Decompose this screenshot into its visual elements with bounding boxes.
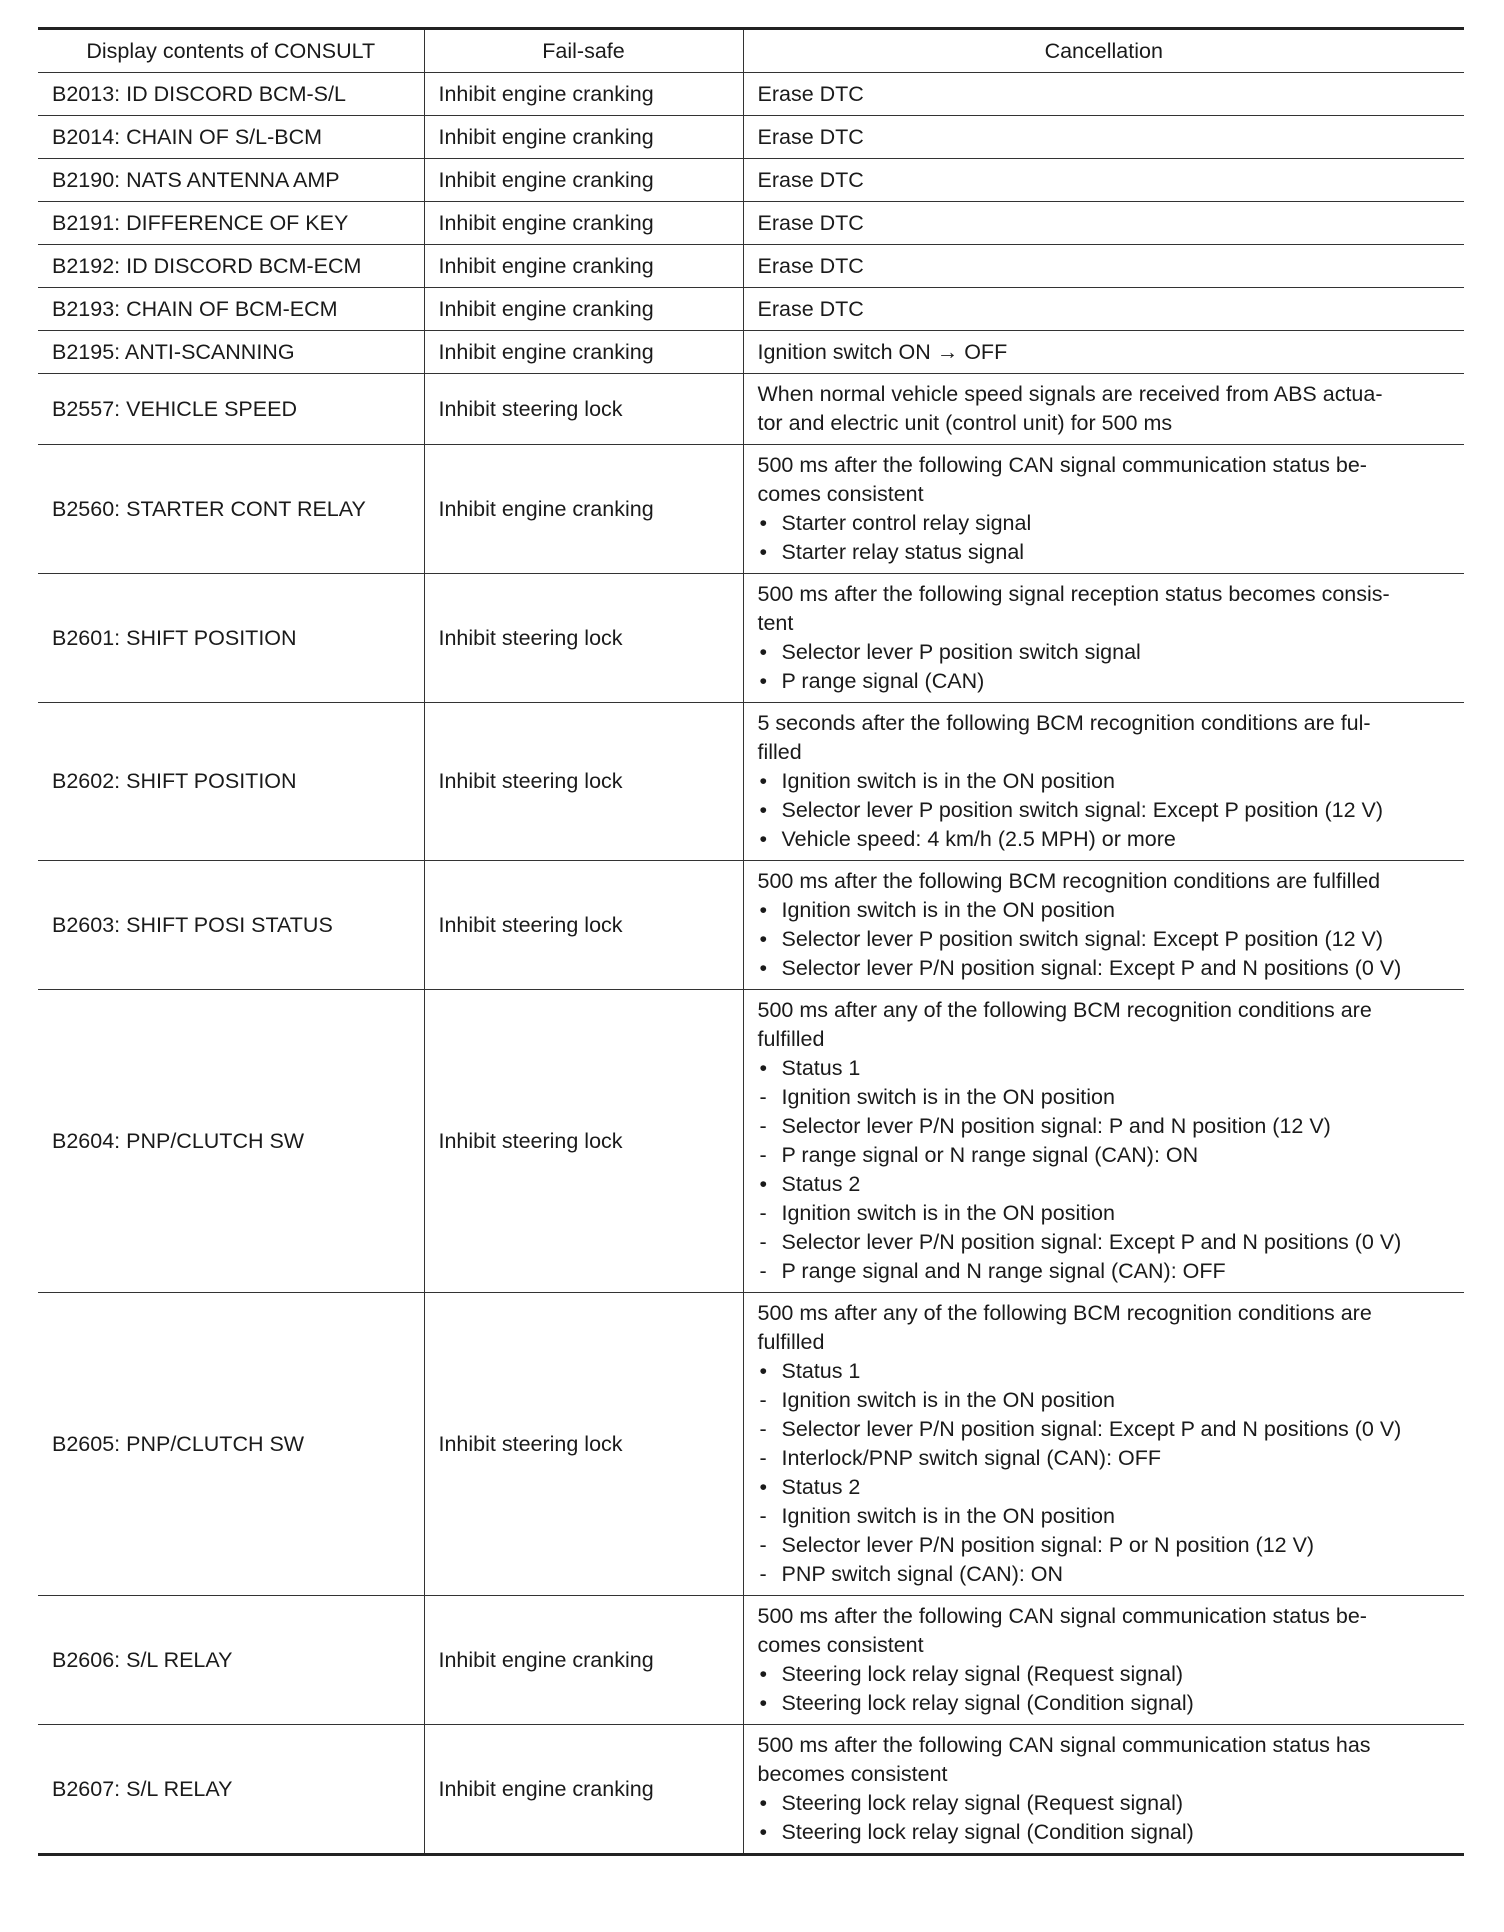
dash-icon: -	[759, 1114, 767, 1138]
item-text: Selector lever P/N position signal: Except P and N positions (0 V)	[781, 1417, 1402, 1441]
fail-safe-cell: Inhibit steering lock	[424, 1293, 743, 1596]
item-text: P range signal or N range signal (CAN): ON	[781, 1143, 1199, 1167]
bullet-icon: •	[759, 798, 768, 822]
table-row	[38, 445, 1464, 574]
bullet-item	[758, 638, 1451, 667]
dash-item	[758, 1257, 1451, 1286]
item-text: PNP switch signal (CAN): ON	[781, 1562, 1064, 1586]
cancellation-cell	[743, 159, 1464, 202]
table-row	[38, 159, 1464, 202]
cancellation-cell	[743, 374, 1464, 445]
bullet-icon: •	[759, 1791, 768, 1815]
item-text: Starter relay status signal	[781, 540, 1025, 564]
table-row	[38, 574, 1464, 703]
display-contents-cell: B2560: STARTER CONT RELAY	[38, 445, 424, 574]
header-fail-safe: Fail-safe	[424, 29, 743, 73]
cancellation-text: tent	[757, 611, 794, 635]
table-body	[38, 73, 1464, 1855]
dash-icon: -	[759, 1201, 767, 1225]
item-text: Steering lock relay signal (Condition signal)	[781, 1820, 1194, 1844]
bullet-icon: •	[759, 1359, 768, 1383]
fail-safe-cell: Inhibit engine cranking	[424, 288, 743, 331]
display-contents-cell: B2195: ANTI-SCANNING	[38, 331, 424, 374]
display-contents-cell: B2602: SHIFT POSITION	[38, 703, 424, 861]
dash-item	[758, 1112, 1451, 1141]
cancellation-cell	[743, 990, 1464, 1293]
fail-safe-cell: Inhibit steering lock	[424, 990, 743, 1293]
cancellation-text: tor and electric unit (control unit) for 500 ms	[757, 411, 1173, 435]
item-text: Ignition switch is in the ON position	[781, 898, 1115, 922]
display-contents-cell: B2190: NATS ANTENNA AMP	[38, 159, 424, 202]
cancellation-cell	[743, 1293, 1464, 1596]
bullet-item	[758, 1473, 1451, 1502]
dash-icon: -	[759, 1259, 767, 1283]
table-row	[38, 990, 1464, 1293]
cancellation-text: becomes consistent	[757, 1762, 948, 1786]
cancellation-cell	[743, 116, 1464, 159]
bullet-item	[758, 767, 1451, 796]
bullet-item	[758, 1357, 1451, 1386]
table-row	[38, 1725, 1464, 1855]
fail-safe-cell: Inhibit steering lock	[424, 374, 743, 445]
table-row	[38, 73, 1464, 116]
cancellation-cell	[743, 861, 1464, 990]
cancellation-text: Erase DTC	[757, 210, 864, 235]
cancellation-text: fulfilled	[757, 1027, 825, 1051]
cancellation-text: 500 ms after the following CAN signal communication status has	[757, 1733, 1371, 1757]
bullet-icon: •	[759, 511, 768, 535]
cancellation-text: Erase DTC	[757, 81, 864, 106]
cancellation-cell	[743, 1725, 1464, 1855]
bullet-item	[758, 1170, 1451, 1199]
item-text: Status 1	[781, 1056, 861, 1080]
item-text: Selector lever P/N position signal: Except P and N positions (0 V)	[781, 1230, 1402, 1254]
cancellation-text: comes consistent	[757, 482, 924, 506]
bullet-icon: •	[759, 898, 768, 922]
item-text: Selector lever P position switch signal	[781, 640, 1141, 664]
bullet-icon: •	[759, 1820, 768, 1844]
fail-safe-cell: Inhibit steering lock	[424, 703, 743, 861]
bullet-item	[758, 538, 1451, 567]
dash-item	[758, 1444, 1451, 1473]
fail-safe-cell: Inhibit engine cranking	[424, 1596, 743, 1725]
bullet-icon: •	[759, 640, 768, 664]
display-contents-cell: B2191: DIFFERENCE OF KEY	[38, 202, 424, 245]
fail-safe-table	[38, 27, 1464, 1856]
cancellation-cell	[743, 703, 1464, 861]
item-text: P range signal (CAN)	[781, 669, 985, 693]
display-contents-cell: B2013: ID DISCORD BCM-S/L	[38, 73, 424, 116]
table-header	[38, 29, 1464, 73]
item-text: Ignition switch is in the ON position	[781, 1388, 1115, 1412]
table-row	[38, 1293, 1464, 1596]
bullet-item	[758, 1660, 1451, 1689]
cancellation-cell	[743, 202, 1464, 245]
dash-item	[758, 1386, 1451, 1415]
item-text: Status 2	[781, 1172, 861, 1196]
header-display-contents: Display contents of CONSULT	[38, 29, 424, 73]
bullet-item	[758, 1054, 1451, 1083]
dash-item	[758, 1531, 1451, 1560]
dash-item	[758, 1415, 1451, 1444]
cancellation-text: Erase DTC	[757, 124, 864, 149]
display-contents-cell: B2601: SHIFT POSITION	[38, 574, 424, 703]
item-text: Steering lock relay signal (Request signal)	[781, 1662, 1184, 1686]
fail-safe-cell: Inhibit engine cranking	[424, 1725, 743, 1855]
bullet-icon: •	[759, 669, 768, 693]
item-text: Ignition switch is in the ON position	[781, 1085, 1115, 1109]
item-text: Steering lock relay signal (Request signal)	[781, 1791, 1184, 1815]
bullet-item	[758, 509, 1451, 538]
dash-icon: -	[759, 1143, 767, 1167]
dash-item	[758, 1199, 1451, 1228]
item-text: P range signal and N range signal (CAN): OFF	[781, 1259, 1226, 1283]
table-row	[38, 1596, 1464, 1725]
cancellation-text: 500 ms after any of the following BCM recognition conditions are	[757, 998, 1372, 1022]
fail-safe-cell: Inhibit engine cranking	[424, 202, 743, 245]
header-row	[38, 29, 1464, 73]
bullet-item	[758, 825, 1451, 854]
bullet-icon: •	[759, 769, 768, 793]
cancellation-text: filled	[757, 740, 802, 764]
table-row	[38, 861, 1464, 990]
table-row	[38, 703, 1464, 861]
cancellation-text: 500 ms after the following signal reception status becomes consis-	[757, 582, 1390, 606]
display-contents-cell: B2604: PNP/CLUTCH SW	[38, 990, 424, 1293]
bullet-icon: •	[759, 540, 768, 564]
item-text: Ignition switch is in the ON position	[781, 1504, 1115, 1528]
bullet-icon: •	[759, 1172, 768, 1196]
dash-item	[758, 1083, 1451, 1112]
fail-safe-cell: Inhibit engine cranking	[424, 331, 743, 374]
dash-item	[758, 1141, 1451, 1170]
fail-safe-cell: Inhibit engine cranking	[424, 445, 743, 574]
bullet-item	[758, 925, 1451, 954]
dash-item	[758, 1560, 1451, 1589]
cancellation-text: 500 ms after the following CAN signal communication status be-	[757, 1604, 1367, 1628]
cancellation-cell	[743, 73, 1464, 116]
bullet-item	[758, 1789, 1451, 1818]
table-row	[38, 116, 1464, 159]
bullet-icon: •	[759, 1691, 768, 1715]
dash-icon: -	[759, 1562, 767, 1586]
cancellation-text: Erase DTC	[757, 296, 864, 321]
cancellation-text: 5 seconds after the following BCM recognition conditions are ful-	[757, 711, 1371, 735]
cancellation-text: Erase DTC	[757, 253, 864, 278]
display-contents-cell: B2605: PNP/CLUTCH SW	[38, 1293, 424, 1596]
item-text: Selector lever P/N position signal: P and N position (12 V)	[781, 1114, 1331, 1138]
item-text: Status 1	[781, 1359, 861, 1383]
dash-icon: -	[759, 1085, 767, 1109]
item-text: Selector lever P/N position signal: Except P and N positions (0 V)	[781, 956, 1402, 980]
header-cancellation: Cancellation	[743, 29, 1464, 73]
display-contents-cell: B2014: CHAIN OF S/L-BCM	[38, 116, 424, 159]
fail-safe-cell: Inhibit steering lock	[424, 574, 743, 703]
cancellation-text: When normal vehicle speed signals are received from ABS actua-	[757, 382, 1383, 406]
display-contents-cell: B2557: VEHICLE SPEED	[38, 374, 424, 445]
cancellation-text: Erase DTC	[757, 167, 864, 192]
bullet-icon: •	[759, 1475, 768, 1499]
dash-item	[758, 1502, 1451, 1531]
cancellation-cell	[743, 574, 1464, 703]
cancellation-text: Ignition switch ON → OFF	[757, 339, 1008, 364]
display-contents-cell: B2607: S/L RELAY	[38, 1725, 424, 1855]
display-contents-cell: B2603: SHIFT POSI STATUS	[38, 861, 424, 990]
fail-safe-cell: Inhibit engine cranking	[424, 73, 743, 116]
item-text: Vehicle speed: 4 km/h (2.5 MPH) or more	[781, 827, 1176, 851]
table-row	[38, 202, 1464, 245]
cancellation-cell	[743, 1596, 1464, 1725]
display-contents-cell: B2193: CHAIN OF BCM-ECM	[38, 288, 424, 331]
item-text: Starter control relay signal	[781, 511, 1032, 535]
fail-safe-cell: Inhibit engine cranking	[424, 116, 743, 159]
cancellation-text: 500 ms after the following CAN signal communication status be-	[757, 453, 1367, 477]
dash-icon: -	[759, 1417, 767, 1441]
dash-icon: -	[759, 1388, 767, 1412]
display-contents-cell: B2606: S/L RELAY	[38, 1596, 424, 1725]
item-text: Ignition switch is in the ON position	[781, 1201, 1115, 1225]
table-row	[38, 331, 1464, 374]
item-text: Selector lever P/N position signal: P or N position (12 V)	[781, 1533, 1315, 1557]
item-text: Selector lever P position switch signal: Except P position (12 V)	[781, 927, 1384, 951]
display-contents-cell: B2192: ID DISCORD BCM-ECM	[38, 245, 424, 288]
cancellation-text: 500 ms after any of the following BCM recognition conditions are	[757, 1301, 1372, 1325]
dash-item	[758, 1228, 1451, 1257]
table-row	[38, 374, 1464, 445]
bullet-icon: •	[759, 956, 768, 980]
fail-safe-cell: Inhibit engine cranking	[424, 245, 743, 288]
cancellation-cell	[743, 245, 1464, 288]
bullet-item	[758, 796, 1451, 825]
item-text: Ignition switch is in the ON position	[781, 769, 1115, 793]
dash-icon: -	[759, 1446, 767, 1470]
dash-icon: -	[759, 1504, 767, 1528]
dash-icon: -	[759, 1230, 767, 1254]
item-text: Status 2	[781, 1475, 861, 1499]
bullet-item	[758, 667, 1451, 696]
dash-icon: -	[759, 1533, 767, 1557]
cancellation-cell	[743, 445, 1464, 574]
fail-safe-cell: Inhibit steering lock	[424, 861, 743, 990]
bullet-icon: •	[759, 827, 768, 851]
bullet-item	[758, 1818, 1451, 1847]
cancellation-text: fulfilled	[757, 1330, 825, 1354]
cancellation-text: comes consistent	[757, 1633, 924, 1657]
cancellation-cell	[743, 288, 1464, 331]
bullet-item	[758, 1689, 1451, 1718]
bullet-icon: •	[759, 927, 768, 951]
table-row	[38, 288, 1464, 331]
cancellation-text: 500 ms after the following BCM recognition conditions are fulfilled	[757, 869, 1381, 893]
item-text: Selector lever P position switch signal: Except P position (12 V)	[781, 798, 1384, 822]
cancellation-cell	[743, 331, 1464, 374]
item-text: Steering lock relay signal (Condition signal)	[781, 1691, 1194, 1715]
bullet-item	[758, 896, 1451, 925]
table-row	[38, 245, 1464, 288]
bullet-icon: •	[759, 1662, 768, 1686]
item-text: Interlock/PNP switch signal (CAN): OFF	[781, 1446, 1162, 1470]
bullet-item	[758, 954, 1451, 983]
fail-safe-cell: Inhibit engine cranking	[424, 159, 743, 202]
bullet-icon: •	[759, 1056, 768, 1080]
